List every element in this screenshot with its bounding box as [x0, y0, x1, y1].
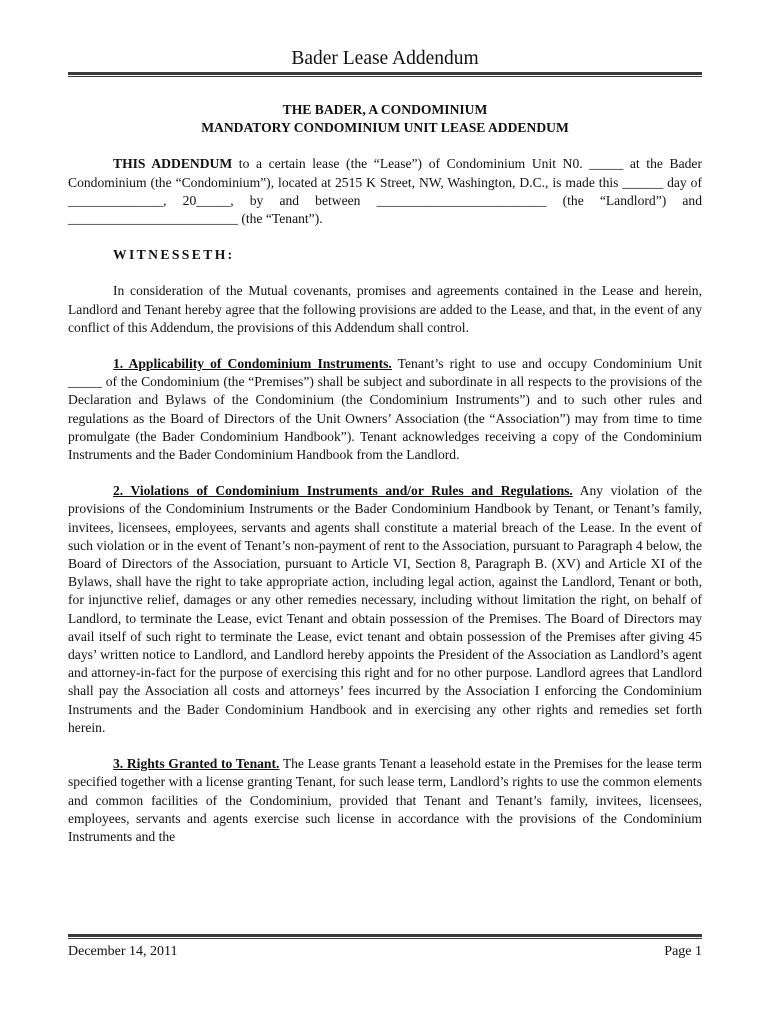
section-3-paragraph — [68, 755, 702, 846]
section-2-text: Any violation of the provisions of the Condominium Instruments or the Bader Condominium Handbook by Tenant, or Tenant’s family, invitees, licensees, employees, servants and agents shall constitute a material breach of the Lease. In the event of such violation or in the event of Tenant’s non-payment of rent to the Association, pursuant to Paragraph 4 below, the Board of Directors of the Association, pursuant to Article VI, Section 8, Paragraph B. (XV) and Article XI of the Bylaws, shall have the right to take appropriate action, including legal action, against the Landlord, Tenant or both, for injunctive relief, damages or any other remedies necessary, including without limitation the right, on behalf of Landlord, to terminate the Lease, evict Tenant and obtain possession of the Premises. The Board of Directors may avail itself of such right to terminate the Lease, evict tenant and obtain possession of the Premises after giving 45 days’ written notice to Landlord, and Landlord hereby appoints the President of the Association as Landlord’s agent and attorney-in-fact for the purpose of exercising this right and for no other purpose. Landlord agrees that Landlord shall pay the Association all costs and attorneys’ fees incurred by the Association I enforcing the Condominium Instruments and the Bader Condominium Handbook and in exercising any other rights and remedies set forth herein. — [68, 483, 702, 735]
document-body — [68, 101, 702, 846]
consideration-paragraph: In consideration of the Mutual covenants, promises and agreements contained in the Lease and herein, Landlord and Tenant hereby agree that the following provisions are added to the Lease, and that, in the event of any conflict of this Addendum, the provisions of this Addendum shall control. — [68, 283, 702, 335]
document-heading-line-1: THE BADER, A CONDOMINIUM — [282, 102, 488, 117]
footer-divider — [68, 934, 702, 939]
document-heading-line-2: MANDATORY CONDOMINIUM UNIT LEASE ADDENDUM — [201, 120, 569, 136]
intro-text: to a certain lease (the “Lease”) of Condominium Unit N0. _____ at the Bader Condominium (the “Condominium”), located at 2515 K Street, NW, Washington, D.C., is made this ______ day of ______________, 20_____, by and between _________________________ (the “Landlord”) and _________________________ (the “Tenant”). — [68, 156, 702, 227]
section-3-title: 3. Rights Granted to Tenant. — [113, 756, 280, 772]
intro-paragraph — [68, 155, 702, 228]
section-1-text: Tenant’s right to use and occupy Condominium Unit _____ of the Condominium (the “Premises”) shall be subject and subordinate in all respects to the provisions of the Declaration and Bylaws of the Condominium (the Condominium Instruments”) and to such other rules and regulations as the Board of Directors of the Unit Owners’ Association (the “Association”) may from time to time promulgate (the Bader Condominium Handbook”). Tenant acknowledges receiving a copy of the Condominium Instruments and the Bader Condominium Handbook from the Landlord. — [68, 356, 702, 463]
section-2-paragraph — [68, 482, 702, 737]
page-number: Page 1 — [664, 944, 702, 959]
intro-lead: THIS ADDENDUM — [113, 156, 233, 172]
footer-date: December 14, 2011 — [68, 944, 178, 959]
section-1-title: 1. Applicability of Condominium Instruments. — [113, 356, 392, 372]
header-divider — [68, 72, 702, 77]
witnesseth-heading: WITNESSETH: — [113, 247, 235, 263]
section-2-title: 2. Violations of Condominium Instruments and/or Rules and Regulations. — [113, 483, 573, 499]
section-3-text: The Lease grants Tenant a leasehold estate in the Premises for the lease term specified together with a license granting Tenant, for such lease term, Landlord’s rights to use the common elements and common facilities of the Condominium, provided that Tenant and Tenant’s family, invitees, licensees, employees, servants and agents exercise such license in accordance with the provisions of the Condominium Instruments and the — [68, 756, 702, 844]
page-header-title: Bader Lease Addendum — [291, 48, 479, 69]
section-1-paragraph — [68, 355, 702, 464]
